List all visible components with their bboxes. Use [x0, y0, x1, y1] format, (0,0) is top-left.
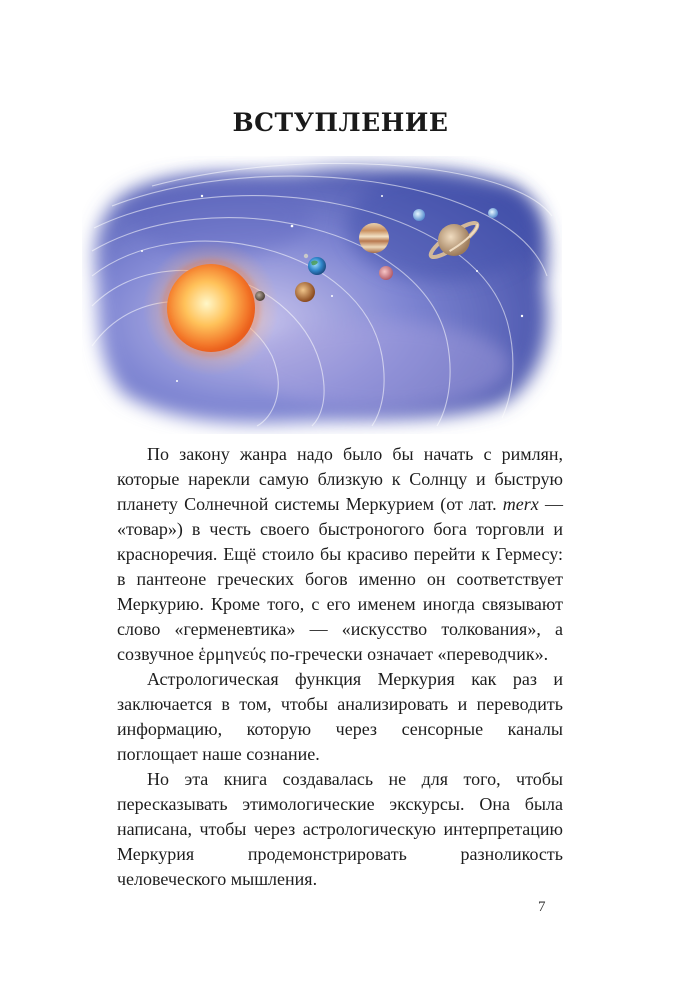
paragraph-text: Астрологическая функция Меркурия как раз и заключается в том, чтобы анализировать и переводить информацию, которую через сенсорные каналы поглощает наше сознание. [117, 669, 563, 764]
page-number: 7 [538, 899, 546, 915]
paragraph [117, 667, 563, 767]
latin-word: merx [502, 494, 539, 514]
mars-icon [379, 266, 393, 280]
jupiter-icon [359, 223, 389, 253]
solar-system-svg [82, 156, 562, 434]
paragraph [117, 767, 563, 892]
paragraph-text: Но эта книга создавалась не для того, чтобы пересказывать этимологические экскурсы. Она была написана, чтобы через астрологическую интерпретацию Меркурия продемонстрировать разноликость человеческого мышления. [117, 769, 563, 889]
sun-icon [143, 240, 279, 376]
paragraph [117, 442, 563, 667]
chapter-title: ВСТУПЛЕНИЕ [232, 108, 449, 137]
neptune-icon [488, 208, 498, 218]
paragraph-text: — «товар») в честь своего быстроногого бога торговли и красноречия. Ещё стоило бы красиво перейти к Гермесу: в пантеоне греческих богов именно он соответствует Меркурию. Кроме того, с его именем иногда связывают слово «герменевтика» — «искусство толкования», а созвучное ἑρμηνεύς по-гречески означает «переводчик». [117, 494, 564, 664]
mercury-icon [255, 291, 265, 301]
solar-system-illustration [82, 156, 562, 434]
venus-icon [295, 282, 315, 302]
body-text [117, 442, 563, 892]
uranus-icon [413, 209, 425, 221]
paragraph-text: По закону жанра надо было бы начать с римлян, которые нарекли самую близкую к Солнцу и быструю планету Солнечной системы Меркурием (от лат. [117, 444, 563, 514]
